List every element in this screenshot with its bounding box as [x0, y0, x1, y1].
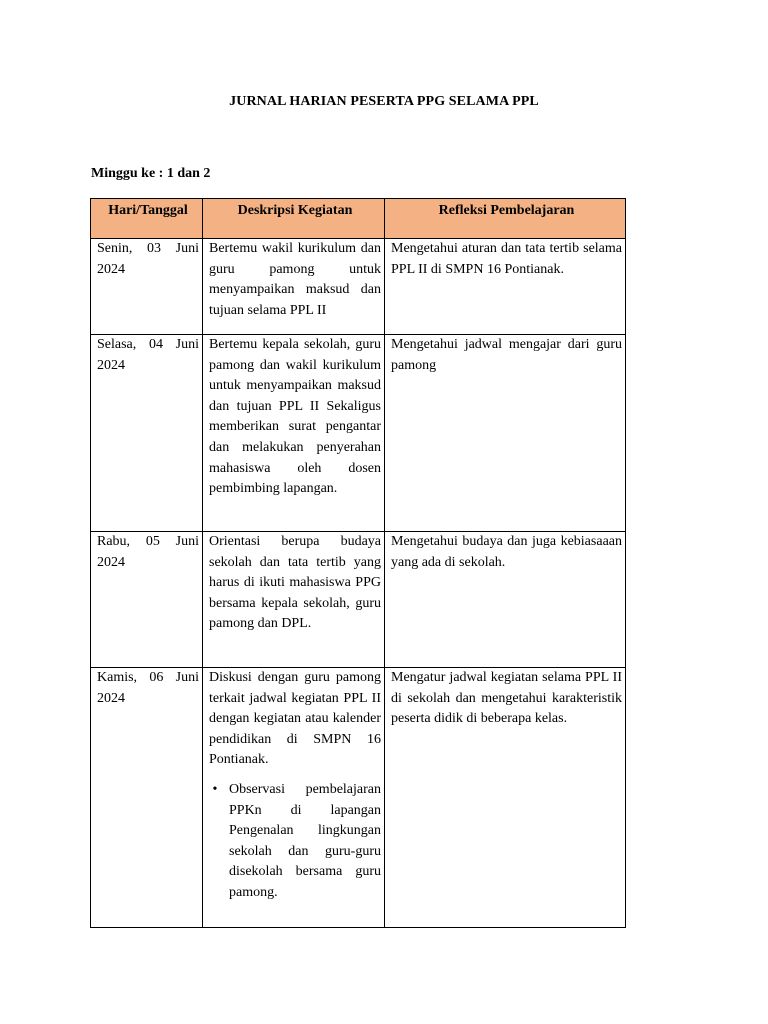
date-cell: [91, 335, 203, 532]
description-text: Bertemu wakil kurikulum dan guru pamong untuk menyampaikan maksud dan tujuan selama PPL II: [209, 241, 381, 318]
description-text: Diskusi dengan guru pamong terkait jadwal kegiatan PPL II dengan kegiatan atau kalender pendidikan di SMPN 16 Pontianak.: [209, 670, 381, 768]
bullet-item: [212, 780, 381, 904]
bullet-text: Observasi pembelajaran PPKn di lapangan Pengenalan lingkungan sekolah dan guru-guru disekolah bersama guru pamong.: [229, 781, 381, 900]
date-cell: [91, 668, 203, 928]
table-row: [91, 335, 626, 532]
reflection-cell: [385, 532, 626, 668]
bullet-dot-icon: •: [212, 781, 218, 797]
reflection-text: Mengetahui aturan dan tata tertib selama PPL II di SMPN 16 Pontianak.: [391, 241, 622, 277]
table-header-row: [91, 199, 626, 239]
journal-table: [90, 198, 626, 928]
description-text: Bertemu kepala sekolah, guru pamong dan wakil kurikulum untuk menyampaikan maksud dan tujuan PPL II Sekaligus memberikan surat pengantar dan melakukan penyerahan mahasiswa oleh dosen pembimbing lapangan.: [209, 337, 381, 497]
header-date: Hari/Tanggal: [91, 199, 203, 239]
date-cell: [91, 239, 203, 335]
description-cell: [203, 335, 385, 532]
table-row: [91, 239, 626, 335]
week-label: Minggu ke : 1 dan 2: [91, 166, 211, 181]
date-text: Senin, 03 Juni 2024: [97, 241, 199, 277]
reflection-text: Mengetahui budaya dan juga kebiasaaan yang ada di sekolah.: [391, 534, 622, 570]
table-row: [91, 668, 626, 928]
description-cell: [203, 668, 385, 928]
description-cell: [203, 239, 385, 335]
document-title: JURNAL HARIAN PESERTA PPG SELAMA PPL: [229, 94, 539, 109]
reflection-text: Mengatur jadwal kegiatan selama PPL II di sekolah dan mengetahui karakteristik peserta didik di beberapa kelas.: [391, 670, 622, 727]
date-text: Kamis, 06 Juni 2024: [97, 670, 199, 706]
activity-bullet-list: [209, 780, 381, 904]
reflection-cell: [385, 239, 626, 335]
reflection-cell: [385, 668, 626, 928]
date-text: Rabu, 05 Juni 2024: [97, 534, 199, 570]
header-reflection: Refleksi Pembelajaran: [385, 199, 626, 239]
description-text: Orientasi berupa budaya sekolah dan tata tertib yang harus di ikuti mahasiswa PPG bersama kepala sekolah, guru pamong dan DPL.: [209, 534, 381, 632]
date-text: Selasa, 04 Juni 2024: [97, 337, 199, 373]
reflection-cell: [385, 335, 626, 532]
date-cell: [91, 532, 203, 668]
header-description: Deskripsi Kegiatan: [203, 199, 385, 239]
description-cell: [203, 532, 385, 668]
table-row: [91, 532, 626, 668]
reflection-text: Mengetahui jadwal mengajar dari guru pamong: [391, 337, 622, 373]
